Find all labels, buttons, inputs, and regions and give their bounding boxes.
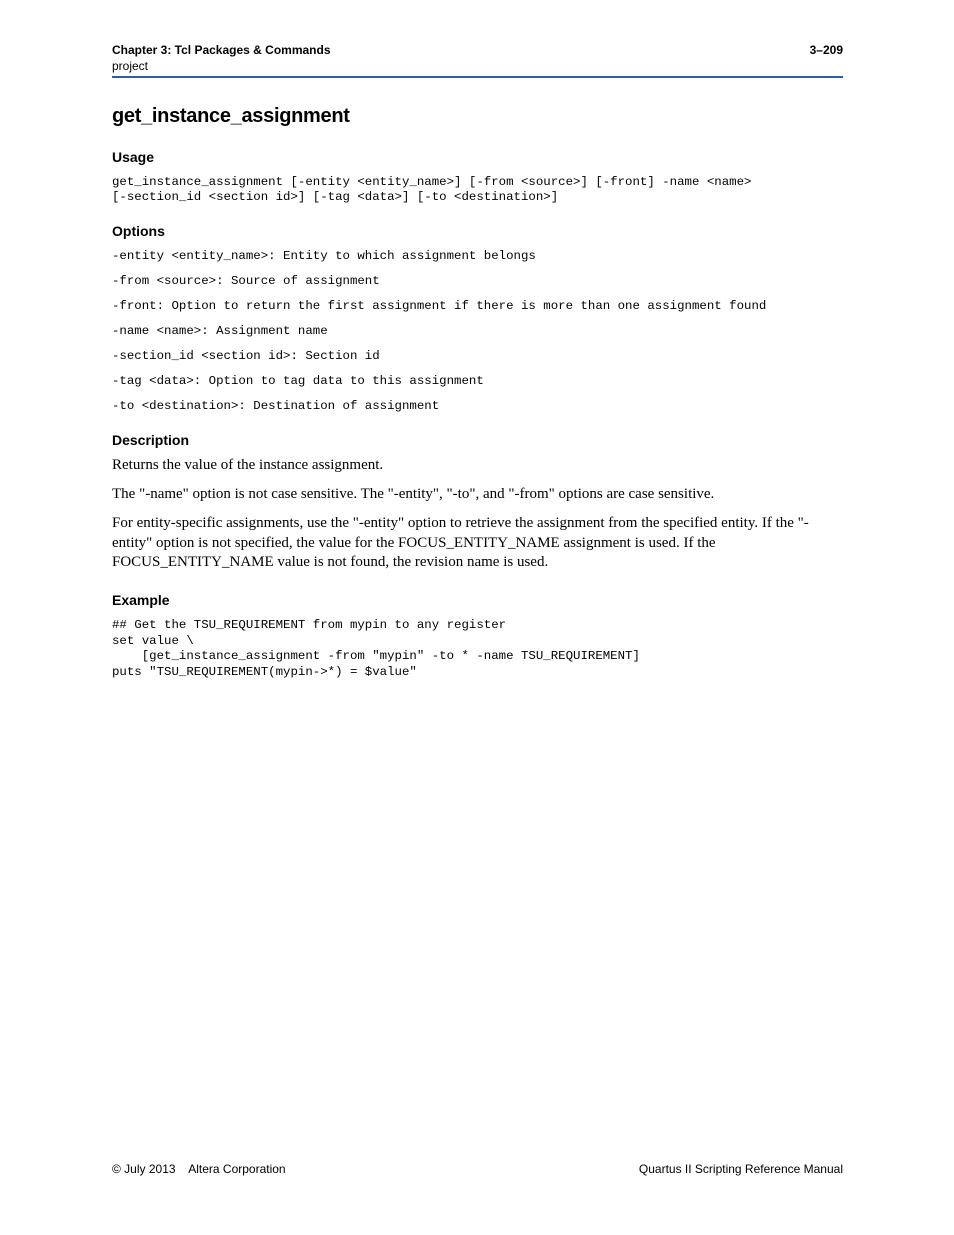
usage-line: get_instance_assignment [-entity <entity_name>] [-from <source>] [-front] -name <name>: [112, 175, 752, 189]
example-line: puts "TSU_REQUIREMENT(mypin->*) = $value": [112, 665, 417, 679]
header-rule: [112, 76, 843, 78]
option-item: -entity <entity_name>: Entity to which assignment belongs: [112, 249, 536, 263]
description-paragraph: For entity-specific assignments, use the "-entity" option to retrieve the assignment from the specified entity. If the "-entity" option is not specified, the value for the FOCUS_ENTITY_NAME assignment is used. If the FOCUS_ENTITY_NAME value is not found, the revision name is used.: [112, 515, 809, 570]
copyright: © July 2013 Altera Corporation: [112, 1162, 286, 1176]
option-item: -front: Option to return the first assignment if there is more than one assignment found: [112, 299, 767, 313]
example-line: set value \: [112, 634, 194, 648]
example-heading: Example: [112, 592, 170, 608]
description-paragraph: The "-name" option is not case sensitive. The "-entity", "-to", and "-from" options are case sensitive.: [112, 486, 715, 502]
option-item: -to <destination>: Destination of assignment: [112, 399, 440, 413]
option-item: -name <name>: Assignment name: [112, 324, 328, 338]
description-paragraph: Returns the value of the instance assignment.: [112, 457, 384, 473]
description-heading: Description: [112, 432, 190, 448]
example-line: [get_instance_assignment -from "mypin" -to * -name TSU_REQUIREMENT]: [112, 649, 640, 663]
command-title: get_instance_assignment: [112, 105, 350, 127]
option-item: -from <source>: Source of assignment: [112, 274, 380, 288]
example-line: ## Get the TSU_REQUIREMENT from mypin to any register: [112, 618, 507, 632]
chapter-title: Chapter 3: Tcl Packages & Commands: [112, 43, 331, 57]
usage-line: [-section_id <section id>] [-tag <data>] [-to <destination>]: [112, 190, 559, 204]
document-page: [112, 0, 843, 1235]
page-number: 3–209: [809, 43, 843, 57]
section-name: project: [112, 59, 149, 73]
manual-title: Quartus II Scripting Reference Manual: [638, 1162, 843, 1176]
usage-heading: Usage: [112, 149, 155, 165]
options-heading: Options: [112, 223, 165, 239]
option-item: -section_id <section id>: Section id: [112, 349, 380, 363]
option-item: -tag <data>: Option to tag data to this assignment: [112, 374, 484, 388]
